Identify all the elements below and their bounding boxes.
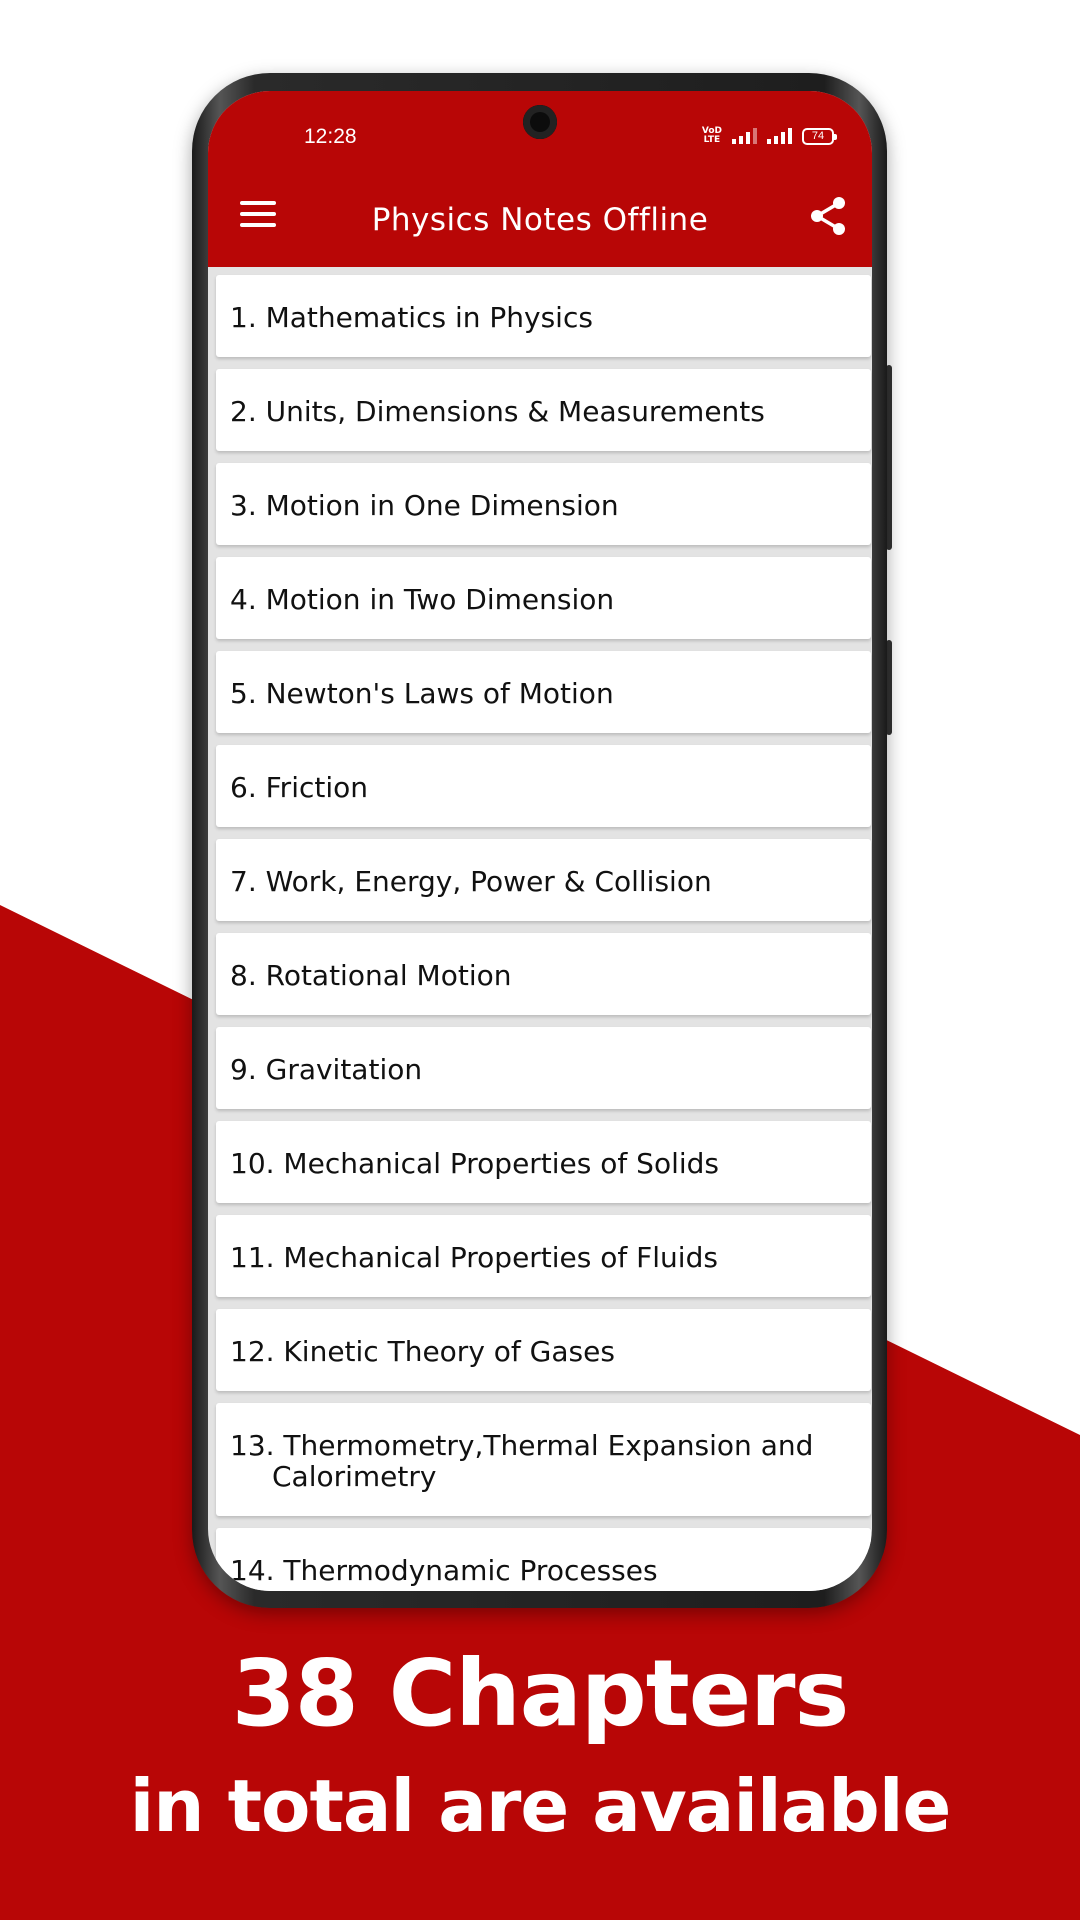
chapter-item[interactable] [216, 839, 871, 921]
chapter-title: 13. Thermometry,Thermal Expansion and Calorimetry [230, 1429, 814, 1493]
chapter-list[interactable] [208, 267, 872, 1591]
chapter-item[interactable] [216, 1027, 871, 1109]
chapter-title: 5. Newton's Laws of Motion [230, 677, 614, 710]
app-bar [208, 91, 872, 267]
signal-icon-1 [732, 128, 757, 144]
chapter-title: 6. Friction [230, 771, 369, 804]
chapter-item[interactable] [216, 1528, 871, 1591]
signal-icon-2 [767, 128, 792, 144]
chapter-title: 7. Work, Energy, Power & Collision [230, 865, 712, 898]
status-icons [702, 125, 834, 147]
promo-subheadline: in total are available [129, 1764, 951, 1848]
chapter-title: 4. Motion in Two Dimension [230, 583, 615, 616]
promo-headline: 38 Chapters [231, 1640, 849, 1747]
battery-icon: 74 [802, 128, 834, 145]
chapter-title: 3. Motion in One Dimension [230, 489, 619, 522]
chapter-title: 9. Gravitation [230, 1053, 423, 1086]
chapter-title: 2. Units, Dimensions & Measurements [230, 395, 765, 428]
app-title: Physics Notes Offline [371, 202, 709, 238]
chapter-title: 10. Mechanical Properties of Solids [230, 1147, 719, 1180]
phone-screen [208, 91, 872, 1591]
chapter-title: 12. Kinetic Theory of Gases [230, 1335, 615, 1368]
status-time: 12:28 [304, 125, 357, 148]
chapter-item[interactable] [216, 1309, 871, 1391]
chapter-title: 8. Rotational Motion [230, 959, 512, 992]
chapter-item[interactable] [216, 651, 871, 733]
chapter-title: 11. Mechanical Properties of Fluids [230, 1241, 718, 1274]
chapter-item[interactable] [216, 1121, 871, 1203]
chapter-title: 14. Thermodynamic Processes [230, 1554, 658, 1587]
chapter-item[interactable] [216, 1403, 871, 1516]
chapter-item[interactable] [216, 463, 871, 545]
chapter-item[interactable] [216, 557, 871, 639]
chapter-item[interactable] [216, 745, 871, 827]
chapter-item[interactable] [216, 275, 871, 357]
share-icon[interactable] [808, 195, 848, 237]
chapter-item[interactable] [216, 933, 871, 1015]
chapter-item[interactable] [216, 369, 871, 451]
volte-icon: VoD LTE [701, 126, 722, 145]
front-camera [523, 105, 557, 139]
chapter-item[interactable] [216, 1215, 871, 1297]
chapter-title: 1. Mathematics in Physics [230, 301, 593, 334]
